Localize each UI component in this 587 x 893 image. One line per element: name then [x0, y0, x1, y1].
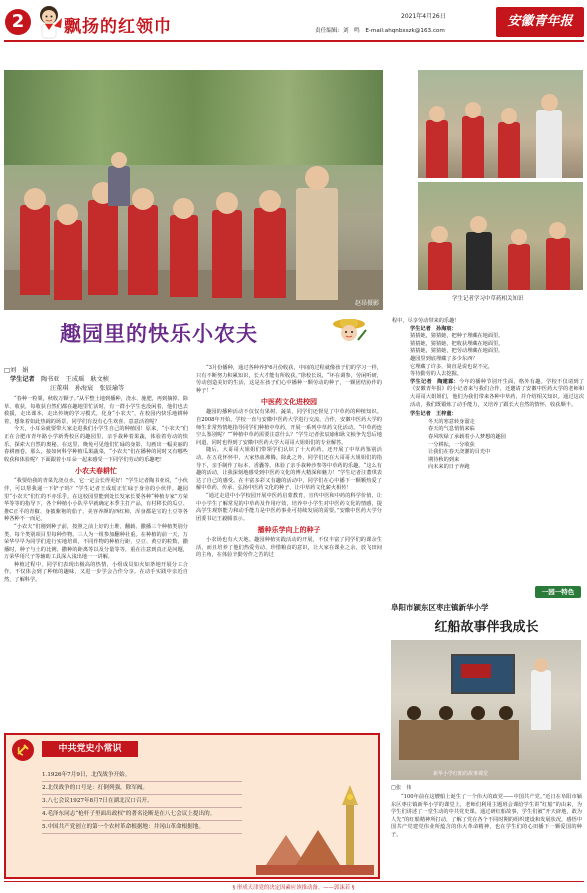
reporters-line1: 陶书亚 王成瑶 耿文桢 — [40, 376, 109, 383]
header-rule — [4, 40, 584, 42]
paragraph: “3月份播种，通过各种养护6月份收获，中间的过程就像孩子们的学习一样，只有不断努力积累知识，长大才能有所收获。”徐校长说，“坏在调参，劳闲听研，劳动创造美好的生活，这是在孩子们心中播种一颗劳动的种子，一颗团结协作的种子！” — [196, 365, 382, 394]
subheading: 播种乐学向上的种子 — [257, 525, 321, 535]
student-figure — [254, 208, 286, 298]
student-figure — [88, 200, 118, 295]
student-figure — [54, 220, 82, 300]
party-emblem-icon — [12, 739, 34, 761]
background-adult-figure — [108, 166, 130, 206]
school-name: 阜阳市颍东区枣庄镇新华小学 — [391, 603, 489, 612]
reporters-label: 学生记者 — [10, 376, 35, 383]
poem: 冬天的寒意转身溜走 春天的气息悄悄来临 春风吹绿了承载着小人梦想的趣园 一分耕耘，一分收获 让我们在春天浇灌的目光中 期待秋的到来 向未来的日子奔跑 — [428, 418, 506, 471]
history-list — [42, 769, 242, 834]
quote-label: 学生记者 陶建霖： — [410, 378, 460, 385]
history-item: 1.1926年7月9日，北伐战争开始。 — [42, 769, 242, 782]
paragraph: “小农夫”们刚到种子前，按照之前上好的土堆，翻载、撒播三个种植类别分类，每个类别项目里每种作物。三人为一组参加翻种社重。在种植的前一天，万荣华早早为同学们进行实地培训，不同作物的种植行距、豆豆、黄豆的粒数，撒播时，种子与土的比例，撒种的距离等以及分量等等，重在注意到真正是问题，万荣华用尺子等辅助工具深入浅出地一一讲解。 — [4, 523, 188, 561]
header-editor: 责任编辑：刘 鸣 E-mail:ahqnbxszk@163.com — [315, 28, 445, 34]
poem-label: 学生记者 孙海宸： — [410, 325, 457, 332]
classroom-photo — [391, 640, 581, 780]
history-item: 3.八七会议1927年8月7日在湖北汉口召开。 — [42, 795, 242, 808]
header-date: 2021年4月26日 — [401, 13, 446, 20]
history-item: 4.毛泽东同志“枪杆子里面出政权”的著名论断是在八七会议上提出的。 — [42, 808, 242, 821]
photo-caption: 新华小学红船的故事课堂 — [433, 771, 489, 777]
page-header — [0, 0, 587, 44]
student-figure — [170, 215, 198, 297]
byline: □刘 娟 学生记者 陶书亚 王成瑶 耿文桢 汪董琪 孙海宸 张辰瑜等 — [4, 366, 184, 393]
subheading: 中医药文化进校园 — [261, 397, 317, 407]
article-column-1 — [4, 396, 188, 585]
masthead: 安徽青年报 — [507, 14, 573, 29]
feature-tag: 一园一特色 — [535, 586, 581, 598]
paragraph: 程中，尽享劳动带来的乐趣！ — [392, 318, 460, 324]
paragraph: 今天，小耳朵就要带大家走进我们小学生自己的种植园！原来，“小农夫”们正在合肥市青年路小学新秀校区的趣园里，亲手栽种着果蔬，体验着劳动的快乐，探索大自然的奥秘。在这里，晚免可见他们忙碌的身影，勾画出一幅美丽的春耕画卷。那么，接如何科学种植瓜果蔬菜，“小农夫”们在播种的同时又有哪些收获和体验呢？下面跟着小耳朵一起来感受一下同学们劳动的乐趣吧！ — [4, 426, 188, 463]
school-feature-box — [389, 586, 584, 876]
footer-slogan: § 形成天津党的决定因素应该推动备。——郭沫若 § — [232, 885, 355, 891]
farmer-kid-icon — [330, 316, 368, 346]
headline: 趣园里的快乐小农夫 — [60, 322, 258, 346]
main-photo — [4, 70, 383, 310]
paragraph: 随后，大哥哥大姐姐们带领学们认识了十大药药。还开展了中草药鉴别活动。在五花怀怀中，大家热血沸腾。除此之外，同学们还在大哥哥大姐姐们的指导下，亲手制作了标本、香囊等。体验了亲手栽种沙参等中草药的乐趣。“这么有趣的活动，让我深刻地感受到中医药文化的博大精深和魅力！”学生记者汪董琪表达了自己的感受。在丰富多彩又有趣的活动中，同学们在心中播下一颗颗热爱了解中草药、传承、弘扬中医药文化的种子，让中草药文化薪火相传！ — [196, 447, 382, 492]
party-history-box — [4, 733, 380, 879]
right-photo-top — [418, 70, 583, 178]
page-number: 2 — [11, 11, 25, 32]
pioneer-girl-icon — [34, 4, 64, 40]
school-article-title: 红船故事伴我成长 — [434, 620, 539, 635]
teacher-figure — [296, 188, 338, 300]
footer-rule — [4, 881, 584, 882]
paragraph: “春种一粒粟，秋收万颗子。”从平整土地到播种，浇水、施肥，再到摘掉、除草、收获，每收获自然们都在趣地里忙活时，有一群小学生也没闲着，他们也去救援，走出课本，走出传统的学习模式，化身“小农夫”，在校园内快乐地耕种着，想象着如此热阔的场景，同学们有没有心生欢喜、意意活着呢？ — [4, 396, 188, 425]
reporters-line2: 汪董琪 孙海宸 张辰瑜等 — [50, 385, 125, 392]
paragraph: “我要给我的青菜先浇点水，它一定会长得更好！”学生记者陶书亚说，“小伙伴，可以帮我递一下铲子吗？”学生记者王成瑶正忙碌于身旁的小伙伴。趣园里“小农夫”们忙的不亦乐乎。在这校园里能到处长发家长要各种“种植专家”方荣华等等的指导下，各个种植小小队早早就确定本季主打产品，有村移长的瓜豆、推C正平的青椒、身披紫袍的茄子、美容养颜的西红柿，浑身都是宝的土豆等各种各种不一而足。 — [4, 478, 188, 523]
subheading: 小农夫春耕忙 — [75, 466, 117, 476]
paragraph: 趣园的播种活动不仅仅有果树、蔬菜，同学们还督见了中草药的种植知识。自2008年开始，学校一直与安徽中医药大学进行交流，合作，安徽中医药大学的师生非常热情地指导同学们种植中草药，开展一系列中草药文化活动。“中草药连空么鉴别呢？”“种植中草药需要注意什么？”学生记者张辰瑜和耿文桢争先恐后地问道，同时也得到了安徽中医药大学大哥哥大姐姐们的专业解答。 — [196, 409, 382, 446]
monument-illustration — [256, 775, 374, 875]
quote: 学生记者 陶建霖：今年的播种节别开生面，格外有趣。学校不仅请到了《安徽青年报》的小记者来与我们合作，还邀请了安徽中医药大学的老师和大哥哥大姐姐们，他们为我们带来各种中草药，并介绍相关知识。通过这次活动，我们既锻炼了动手能力，又培养了跟长大自然的情怀，收获颇丰。 — [410, 378, 584, 408]
paragraph: 小农场也有大天地。趣园种植实践活动的开展，不仅丰富了同学们的课余生活，而且培养了他们热爱劳动、珍惜粮食的意识，让大家在课业之余，放飞田间的主角，在体验辛勤劳作之苦的过 — [196, 537, 382, 559]
poem-label: 学生记者 王梓童： — [410, 411, 457, 418]
poem: 猜猜她，猜猜她，把种子埋藏在地面里。 猜猜她，猜猜她，把收获埋藏在地面里。 猜猜她，猜猜她，把劳动埋藏在地面里。 趣园里到底埋藏了多少东西？ 它埋藏了许多，简直是说也说不完， 等待勤劳的人去挖掘。 — [410, 333, 504, 378]
paragraph: “通过走进中小学校园开展中医药启蒙教育，宣传中医和中药的科学价值，让中小学生了解常见的中草药及作用疗效，培养中小学生对中医药文化的情感，提高学生观察能力和动手能力是中医药事业可持续发展的需要。”安徽中医药大学分团委书记王毅腾表示。 — [196, 492, 382, 522]
photo-credit: 赵昂摄影 — [354, 300, 379, 307]
history-item: 2.北伐战争的口号是：打倒列强，除军阀。 — [42, 782, 242, 795]
right-photo-bottom — [418, 182, 583, 290]
student-figure — [128, 205, 158, 295]
history-item: 5.中国共产党创立的第一个农村革命根据地：井冈山革命根据地。 — [42, 821, 242, 834]
student-figure — [20, 205, 50, 295]
student-figure — [212, 210, 242, 298]
byline-author: 刘 娟 — [9, 367, 29, 374]
article-column-2 — [196, 365, 382, 560]
section-title: 飘扬的红领巾 — [64, 17, 172, 37]
school-byline: □张 伟 — [391, 785, 412, 791]
paragraph: 种植过程中，同学们表现出极高的热情，小组成员如火如荼地开展分工合作。不仅体会到了种植的趣味，又进一步学会合作分享。在动手实践中亲近自然，了解科学。 — [4, 561, 188, 584]
article-column-3 — [392, 318, 584, 472]
school-article-text: “100年前在这艘船上诞生了一个伟大的政党——中国共产党。”近日在阜阳市颍东区枣庄镇新华小学的课堂上，老师们利用主题班会课给学生讲“红船”的由来，为学生们讲述了一堂生动的中共党史课。通过研红船故事，学生们被“开天辟地，敢为人先”的红船精神所打动，了解了党在各个不同时期的组织建设和发展状况，感悟中国共产党建党伟业所蕴含的伟大革命精神，也在学生们的心田播下一颗爱国的种子。 — [391, 794, 582, 838]
history-box-title: 中共党史小常识 — [58, 744, 122, 754]
right-photo-caption: 学生记者学习中草药相关知识 — [452, 296, 524, 302]
